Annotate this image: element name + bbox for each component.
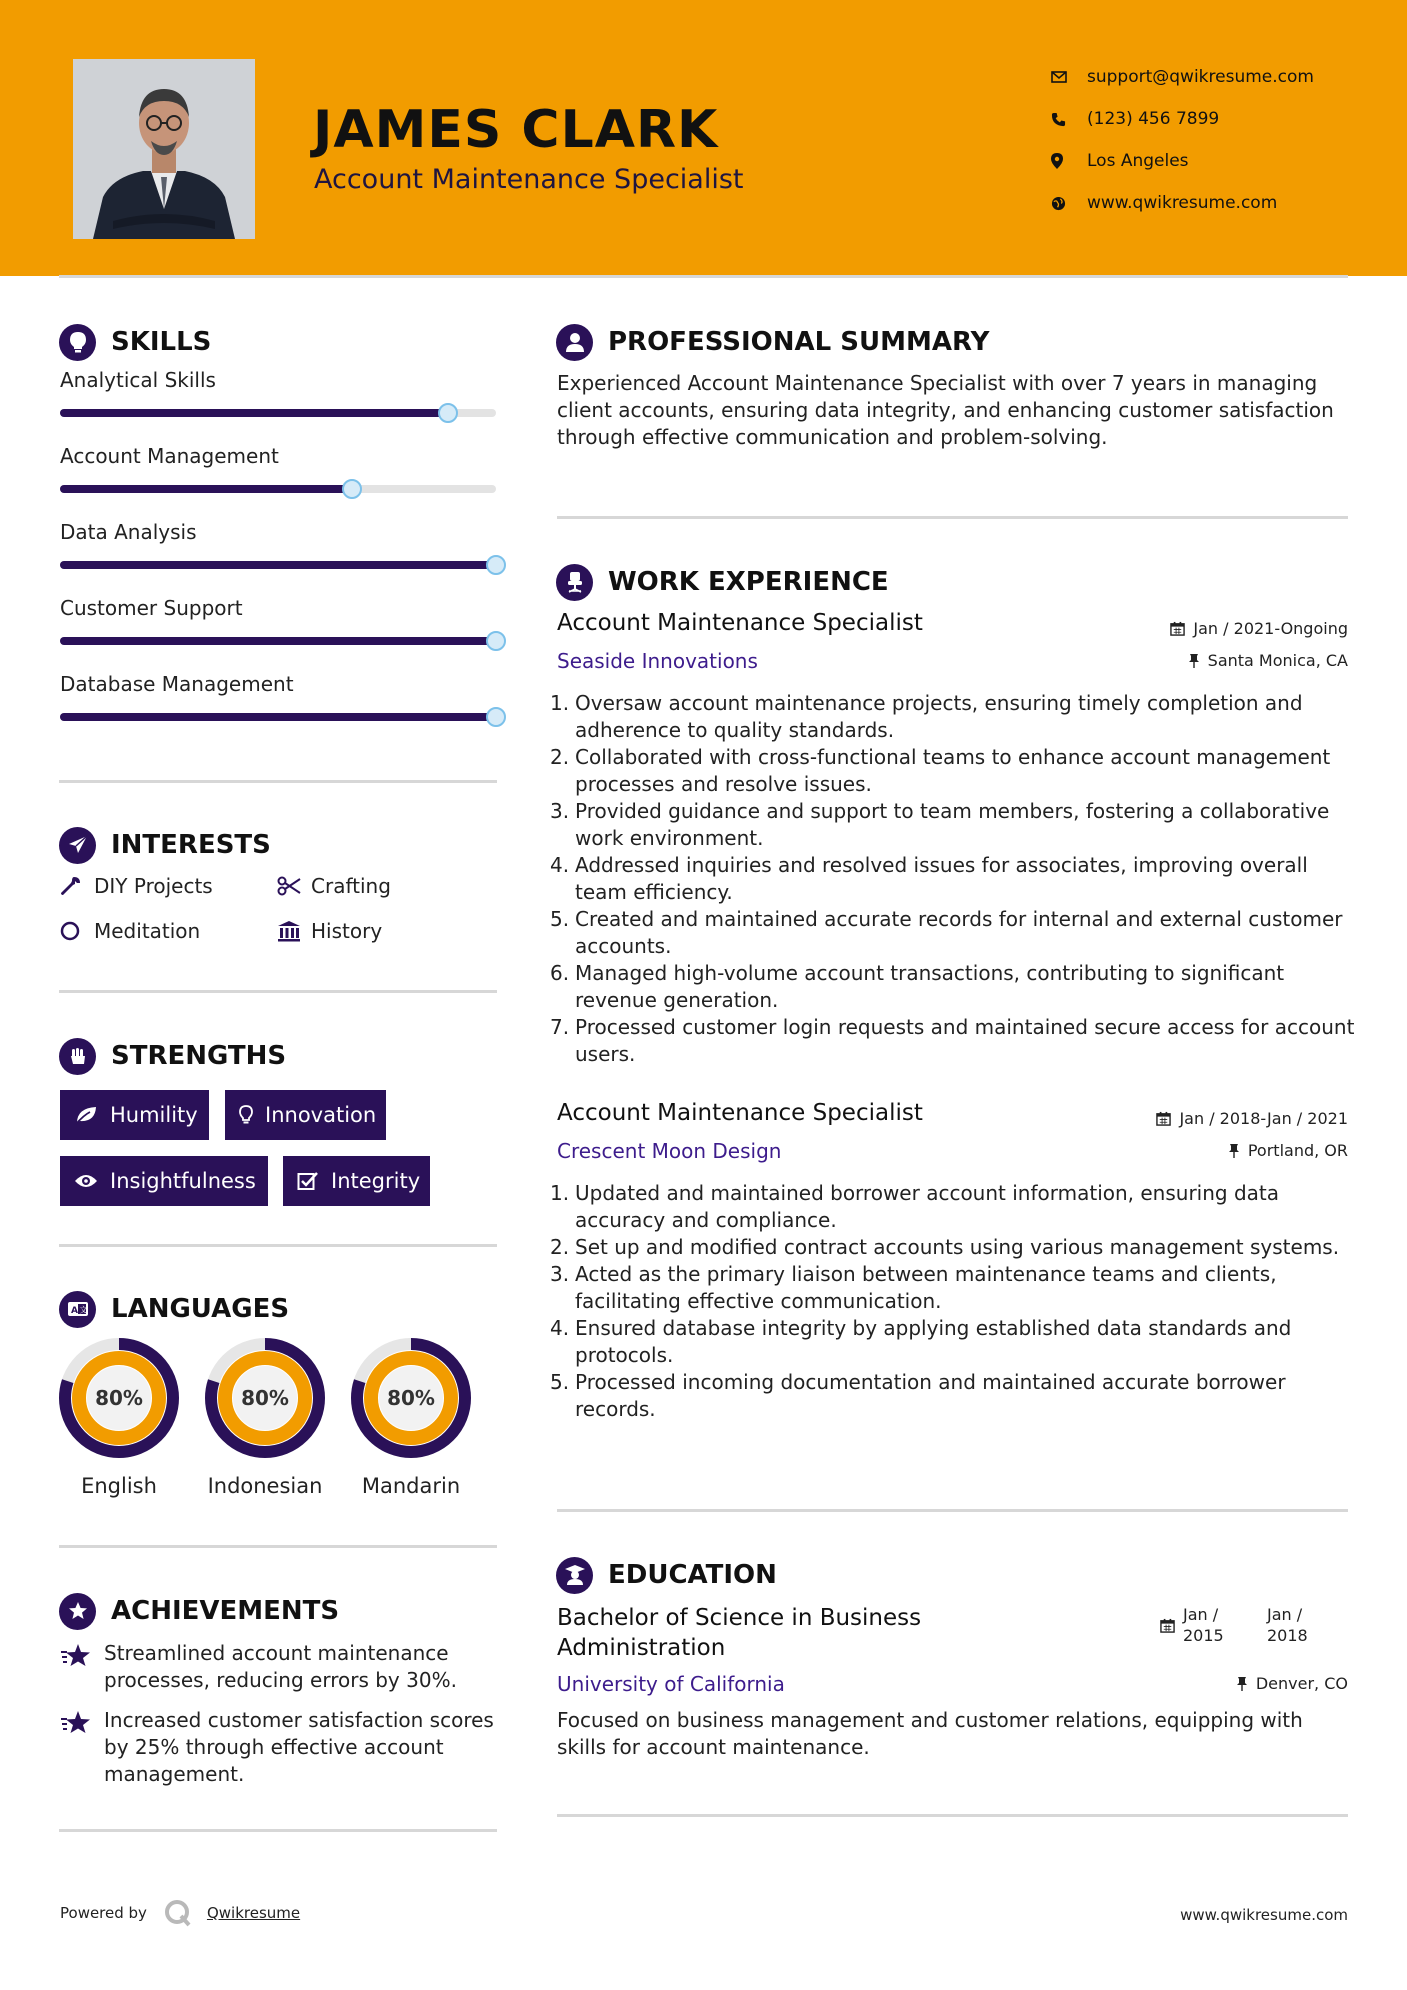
star-icon: [60, 1640, 104, 1694]
bullet-number: 4.: [550, 853, 570, 877]
language-item: [203, 1336, 327, 1498]
strength-tag-humility: [60, 1090, 209, 1140]
skill-label: Analytical Skills: [60, 368, 216, 392]
skill-label: Data Analysis: [60, 520, 197, 544]
education-degree: Bachelor of Science in Business Administration: [557, 1605, 922, 1661]
summary-text: Experienced Account Maintenance Specialist with over 7 years in managing client accounts, ensuring data integrity, and enhancing customer satisfaction through effective communication and problem-solving.: [557, 371, 1334, 449]
job-location: [1228, 1141, 1348, 1160]
svg-text:A: A: [70, 1306, 78, 1316]
achievements-heading: [59, 1591, 339, 1631]
language-icon: [59, 1291, 96, 1328]
language-name: English: [81, 1474, 157, 1498]
strength-tag-integrity: [283, 1156, 430, 1206]
education-location-text: Denver, CO: [1255, 1674, 1348, 1693]
contact-website[interactable]: [1051, 182, 1381, 224]
skill-progress-knob: [486, 631, 506, 651]
strength-label: Innovation: [265, 1103, 377, 1127]
skill-progress-knob: [486, 555, 506, 575]
interests-divider: [59, 990, 497, 993]
skills-title: SKILLS: [111, 327, 212, 357]
job-dates-text: Jan / 2018-Jan / 2021: [1179, 1109, 1348, 1128]
museum-icon: [277, 920, 311, 942]
bullet-number: 1.: [550, 1181, 570, 1205]
job-bullet: [550, 1315, 1357, 1369]
skill-progress-track: [60, 485, 496, 493]
skill-progress-track: [60, 561, 496, 569]
strengths-title: STRENGTHS: [111, 1041, 287, 1071]
interest-label: History: [311, 919, 383, 943]
leaf-icon: [74, 1105, 98, 1125]
contact-phone[interactable]: [1051, 98, 1381, 140]
powered-by: [60, 1898, 300, 1928]
language-percent: 80%: [95, 1386, 143, 1410]
footer-website[interactable]: www.qwikresume.com: [1180, 1906, 1348, 1924]
interest-item-history: [277, 919, 382, 943]
skill-item: [60, 368, 500, 398]
summary-title: PROFESSIONAL SUMMARY: [608, 327, 990, 357]
education-school: University of California: [557, 1672, 785, 1696]
interest-label: DIY Projects: [94, 874, 213, 898]
experience-heading: [556, 562, 889, 602]
language-item: [57, 1336, 181, 1498]
strengths-divider: [59, 1244, 497, 1247]
contact-location-text: Los Angeles: [1087, 151, 1189, 171]
globe-icon: [1051, 196, 1087, 211]
skill-progress-knob: [486, 707, 506, 727]
bullet-text: Collaborated with cross-functional teams to enhance account management processes and resolve issues.: [575, 745, 1331, 796]
education-heading: [556, 1555, 777, 1595]
calendar-icon: [1170, 621, 1185, 636]
achievements-divider: [59, 1829, 497, 1832]
skill-progress-track: [60, 637, 496, 645]
summary-divider: [557, 516, 1348, 519]
job-location-text: Santa Monica, CA: [1207, 651, 1348, 670]
qwikresume-link[interactable]: Qwikresume: [206, 1904, 301, 1922]
summary-heading: [556, 322, 989, 362]
skill-item: [60, 596, 500, 626]
interest-label: Crafting: [311, 874, 391, 898]
bullet-text: Updated and maintained borrower account information, ensuring data accuracy and compliance.: [575, 1181, 1280, 1232]
language-percent: 80%: [387, 1386, 435, 1410]
powered-by-label: Powered by: [60, 1904, 147, 1922]
candidate-name: JAMES CLARK: [313, 100, 719, 160]
svg-text:文: 文: [79, 1305, 87, 1315]
pushpin-icon: [1236, 1676, 1248, 1692]
skill-item: [60, 444, 500, 474]
language-percent: 80%: [241, 1386, 289, 1410]
contact-list: [1051, 56, 1381, 224]
scissors-icon: [277, 876, 311, 896]
job-title: Account Maintenance Specialist: [557, 610, 923, 636]
bullet-number: 2.: [550, 745, 570, 769]
skills-divider: [59, 780, 497, 783]
education-start-month: Jan /: [1183, 1605, 1219, 1624]
job-bullet: [550, 1014, 1357, 1068]
contact-website-text: www.qwikresume.com: [1087, 193, 1278, 213]
fist-icon: [59, 1038, 96, 1075]
candidate-role: Account Maintenance Specialist: [314, 164, 744, 195]
job-bullet: [550, 1180, 1357, 1234]
wrench-icon: [60, 875, 94, 897]
phone-icon: [1051, 112, 1087, 127]
job-location: [1188, 651, 1348, 670]
office-chair-icon: [556, 564, 593, 601]
calendar-icon: [1156, 1111, 1171, 1126]
language-proficiency-ring: [349, 1336, 473, 1460]
strength-label: Insightfulness: [110, 1169, 256, 1193]
interest-item-meditation: [60, 919, 200, 943]
job-bullet: [550, 1369, 1357, 1423]
language-name: Mandarin: [361, 1474, 461, 1498]
bullet-text: Set up and modified contract accounts using various management systems.: [575, 1235, 1340, 1259]
bullet-text: Ensured database integrity by applying established data standards and protocols.: [575, 1316, 1292, 1367]
skill-progress-fill: [60, 409, 448, 417]
achievements-title: ACHIEVEMENTS: [111, 1596, 340, 1626]
bullet-number: 4.: [550, 1316, 570, 1340]
paper-plane-icon: [59, 827, 96, 864]
eye-icon: [74, 1173, 98, 1189]
experience-title: WORK EXPERIENCE: [608, 567, 889, 597]
achievement-text: Increased customer satisfaction scores by 25% through effective account management.: [104, 1708, 494, 1786]
job-responsibilities: [550, 1180, 1357, 1423]
bullet-text: Oversaw account maintenance projects, ensuring timely completion and adherence to quality standards.: [575, 691, 1303, 742]
education-location: [1236, 1674, 1348, 1693]
contact-location: [1051, 140, 1381, 182]
job-company: Crescent Moon Design: [557, 1139, 782, 1163]
calendar-icon: [1160, 1618, 1175, 1633]
interest-item-diy-projects: [60, 874, 213, 898]
skill-label: Customer Support: [60, 596, 243, 620]
skill-progress-fill: [60, 713, 496, 721]
interest-label: Meditation: [94, 919, 201, 943]
skill-progress-knob: [438, 403, 458, 423]
job-dates-text: Jan / 2021-Ongoing: [1193, 619, 1348, 638]
contact-email[interactable]: [1051, 56, 1381, 98]
job-responsibilities: [550, 690, 1357, 1068]
lightbulb-icon: [59, 324, 96, 361]
strengths-heading: [59, 1036, 286, 1076]
lightbulb-icon: [239, 1105, 253, 1125]
qwikresume-logo-icon: [163, 1898, 193, 1928]
job-location-text: Portland, OR: [1247, 1141, 1348, 1160]
skill-progress-track: [60, 713, 496, 721]
education-end-month: Jan /: [1267, 1605, 1303, 1624]
bullet-number: 3.: [550, 1262, 570, 1286]
job-bullet: [550, 1234, 1357, 1261]
bullet-text: Processed customer login requests and maintained secure access for account users.: [575, 1015, 1355, 1066]
education-end-year: 2018: [1267, 1626, 1308, 1645]
job-bullet: [550, 690, 1357, 744]
experience-divider: [557, 1509, 1348, 1512]
skill-label: Database Management: [60, 672, 294, 696]
bullet-text: Acted as the primary liaison between maintenance teams and clients, facilitating effective communication.: [575, 1262, 1277, 1313]
header-divider: [59, 275, 1348, 278]
job-dates: [1170, 619, 1348, 638]
star-icon: [60, 1707, 104, 1788]
bullet-text: Provided guidance and support to team members, fostering a collaborative work environment.: [575, 799, 1330, 850]
job-bullet: [550, 906, 1357, 960]
bullet-text: Addressed inquiries and resolved issues for associates, improving overall team efficiency.: [575, 853, 1308, 904]
achievement-item: [60, 1707, 500, 1788]
skill-progress-fill: [60, 637, 496, 645]
education-divider: [557, 1814, 1348, 1817]
bullet-number: 5.: [550, 907, 570, 931]
languages-heading: [59, 1289, 289, 1329]
user-icon: [556, 324, 593, 361]
education-description: Focused on business management and customer relations, equipping with skills for account maintenance.: [557, 1708, 1303, 1759]
skills-heading: [59, 322, 211, 362]
graduate-icon: [556, 1557, 593, 1594]
job-bullet: [550, 960, 1357, 1014]
strength-label: Humility: [110, 1103, 198, 1127]
languages-title: LANGUAGES: [111, 1294, 290, 1324]
star-badge-icon: [59, 1593, 96, 1630]
language-name: Indonesian: [207, 1474, 323, 1498]
job-title: Account Maintenance Specialist: [557, 1100, 923, 1126]
bullet-text: Processed incoming documentation and maintained accurate borrower records.: [575, 1370, 1286, 1421]
language-proficiency-ring: [57, 1336, 181, 1460]
skill-progress-track: [60, 409, 496, 417]
resume-header: [0, 0, 1407, 276]
job-bullet: [550, 798, 1357, 852]
strength-tag-innovation: [225, 1090, 386, 1140]
language-item: [349, 1336, 473, 1498]
circle-icon: [60, 921, 94, 941]
job-bullet: [550, 1261, 1357, 1315]
bullet-number: 7.: [550, 1015, 570, 1039]
achievement-text: Streamlined account maintenance processes, reducing errors by 30%.: [104, 1641, 457, 1692]
language-proficiency-ring: [203, 1336, 327, 1460]
profile-photo: [73, 59, 255, 239]
skill-label: Account Management: [60, 444, 279, 468]
envelope-icon: [1051, 71, 1087, 83]
strength-tag-insightfulness: [60, 1156, 268, 1206]
education-title: EDUCATION: [608, 1560, 777, 1590]
pushpin-icon: [1188, 653, 1200, 669]
bullet-number: 2.: [550, 1235, 570, 1259]
job-bullet: [550, 744, 1357, 798]
bullet-number: 3.: [550, 799, 570, 823]
skill-item: [60, 672, 500, 702]
bullet-text: Created and maintained accurate records for internal and external customer accounts.: [575, 907, 1343, 958]
education-start-date: [1160, 1604, 1224, 1646]
contact-email-text: support@qwikresume.com: [1087, 67, 1314, 87]
contact-phone-text: (123) 456 7899: [1087, 109, 1220, 129]
strength-label: Integrity: [331, 1169, 421, 1193]
bullet-number: 6.: [550, 961, 570, 985]
achievement-item: [60, 1640, 500, 1694]
skill-progress-knob: [342, 479, 362, 499]
bullet-number: 1.: [550, 691, 570, 715]
interests-heading: [59, 825, 271, 865]
bullet-number: 5.: [550, 1370, 570, 1394]
skill-item: [60, 520, 500, 550]
pushpin-icon: [1228, 1143, 1240, 1159]
education-start-year: 2015: [1183, 1626, 1224, 1645]
bullet-text: Managed high-volume account transactions, contributing to significant revenue generation.: [575, 961, 1285, 1012]
interests-title: INTERESTS: [111, 830, 271, 860]
job-dates: [1156, 1109, 1348, 1128]
job-company: Seaside Innovations: [557, 649, 758, 673]
languages-divider: [59, 1545, 497, 1548]
education-end-date: [1267, 1604, 1308, 1646]
skill-progress-fill: [60, 561, 496, 569]
check-square-icon: [297, 1171, 319, 1191]
job-bullet: [550, 852, 1357, 906]
map-pin-icon: [1051, 153, 1087, 169]
interest-item-crafting: [277, 874, 391, 898]
skill-progress-fill: [60, 485, 352, 493]
